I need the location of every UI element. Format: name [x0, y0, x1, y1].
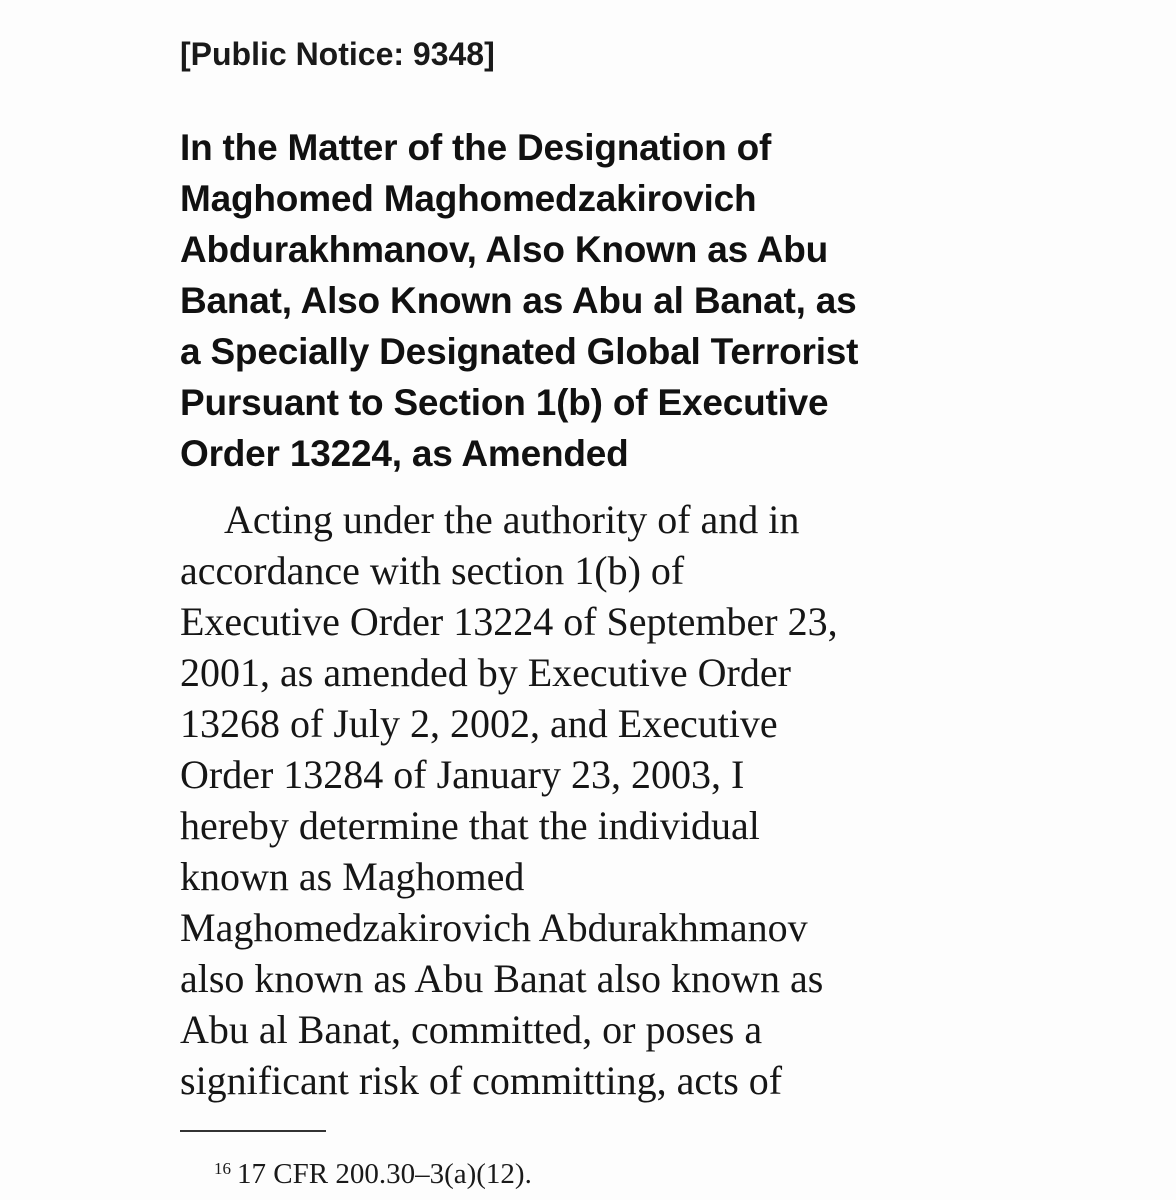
heading-line: In the Matter of the Designation of — [180, 127, 772, 168]
heading-line: Pursuant to Section 1(b) of Executive — [180, 382, 829, 423]
body-line: also known as Abu Banat also known as — [180, 956, 824, 1001]
body-line: significant risk of committing, acts of — [180, 1058, 783, 1103]
body-paragraph — [180, 494, 1060, 1106]
body-line: accordance with section 1(b) of — [180, 548, 685, 593]
heading-line: Banat, Also Known as Abu al Banat, as — [180, 280, 857, 321]
body-line: Order 13284 of January 23, 2003, I — [180, 752, 745, 797]
footnote-number: 16 — [214, 1159, 231, 1178]
footnote-text: 17 CFR 200.30–3(a)(12). — [237, 1158, 532, 1190]
heading-line: Order 13224, as Amended — [180, 433, 629, 474]
document-heading — [180, 122, 1060, 479]
body-line: Abu al Banat, committed, or poses a — [180, 1007, 763, 1052]
heading-line: Maghomed Maghomedzakirovich — [180, 178, 757, 219]
body-line: Executive Order 13224 of September 23, — [180, 599, 838, 644]
heading-line: Abdurakhmanov, Also Known as Abu — [180, 229, 829, 270]
public-notice-label: [Public Notice: 9348] — [180, 36, 495, 72]
body-line: Maghomedzakirovich Abdurakhmanov — [180, 905, 808, 950]
body-line: known as Maghomed — [180, 854, 525, 899]
heading-line: a Specially Designated Global Terrorist — [180, 331, 859, 372]
footnote-divider — [180, 1130, 326, 1132]
body-line: Acting under the authority of and in — [224, 497, 800, 542]
body-line: 13268 of July 2, 2002, and Executive — [180, 701, 778, 746]
footnote — [214, 1152, 532, 1191]
body-line: hereby determine that the individual — [180, 803, 760, 848]
body-line: 2001, as amended by Executive Order — [180, 650, 791, 695]
